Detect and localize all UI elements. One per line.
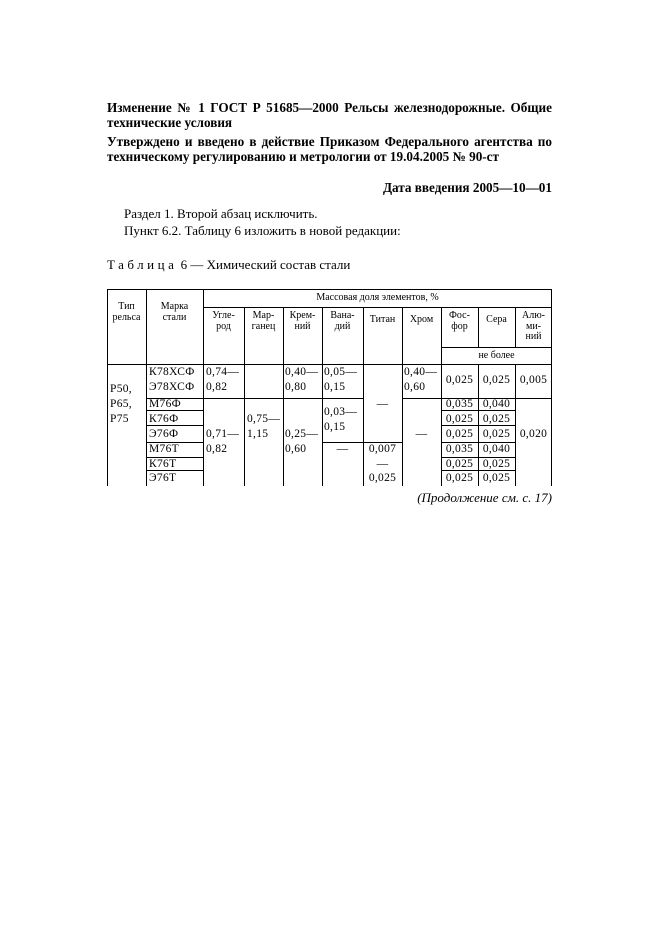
chromium-value: 0,40—: [404, 366, 438, 378]
effective-date: Дата введения 2005—10—01: [382, 180, 552, 195]
col-line: [402, 307, 403, 486]
vanadium-value: 0,15: [324, 381, 346, 393]
sulfur-value: 0,025: [482, 458, 511, 470]
header-max-note: не более: [478, 350, 515, 361]
paragraph-2: Пункт 6.2. Таблицу 6 изложить в новой редакции:: [124, 223, 401, 238]
sulfur-value: 0,040: [482, 398, 511, 410]
grade: Э76Ф: [149, 428, 179, 440]
header-silicon: Крем- ний: [289, 310, 316, 332]
header-carbon: Угле- род: [212, 310, 235, 332]
carbon-value: 0,82: [206, 381, 228, 393]
header-divider: [203, 307, 552, 308]
titanium-value: 0,025: [368, 472, 397, 484]
phosphorus-value: 0,025: [445, 458, 474, 470]
sulfur-value: 0,025: [482, 374, 511, 386]
phosphorus-value: 0,035: [445, 398, 474, 410]
phosphorus-value: 0,025: [445, 413, 474, 425]
amendment-title-line1: Изменение № 1 ГОСТ Р 51685—2000 Рельсы железнодорожные. Общие: [107, 100, 552, 115]
header-bottom: [107, 364, 552, 365]
table-caption: [107, 258, 350, 271]
col-line: [322, 307, 323, 486]
header-aluminium: Алю- ми- ний: [521, 310, 545, 342]
vanadium-value: 0,15: [324, 421, 346, 433]
manganese-value: 1,15: [247, 428, 269, 440]
rail-type: Р50,: [110, 383, 132, 395]
grade: Э76Т: [149, 472, 177, 484]
col-line: [283, 307, 284, 486]
header-vanadium: Вана- дий: [330, 310, 355, 332]
chromium-value: —: [415, 428, 428, 440]
rail-type: Р65,: [110, 398, 132, 410]
titanium-value: 0,007: [368, 443, 397, 455]
silicon-value: 0,40—: [285, 366, 319, 378]
continuation-note: (Продолжение см. с. 17): [417, 490, 552, 505]
carbon-value: 0,82: [206, 443, 228, 455]
phosphorus-value: 0,025: [445, 428, 474, 440]
silicon-value: 0,60: [285, 443, 307, 455]
header-phosphorus: Фос- фор: [449, 310, 470, 332]
aluminium-value: 0,020: [519, 428, 548, 440]
sulfur-value: 0,025: [482, 428, 511, 440]
rail-type: Р75: [110, 413, 129, 425]
caption-word: Таблица: [107, 257, 178, 272]
phosphorus-value: 0,025: [445, 472, 474, 484]
approval-line1: Утверждено и введено в действие Приказом Федерального агентства по: [107, 134, 552, 149]
titanium-value: —: [376, 458, 389, 470]
silicon-value: 0,80: [285, 381, 307, 393]
max-note-divider: [441, 347, 552, 348]
grade: М76Ф: [149, 398, 182, 410]
chromium-value: 0,60: [404, 381, 426, 393]
header-sulfur: Сера: [486, 314, 507, 325]
sulfur-value: 0,025: [482, 413, 511, 425]
titanium-value: —: [376, 398, 389, 410]
header-mass-fraction: Массовая доля элементов, %: [316, 292, 439, 303]
paragraph-1: Раздел 1. Второй абзац исключить.: [124, 206, 318, 221]
grade: К76Т: [149, 458, 177, 470]
col-line: [478, 307, 479, 347]
amendment-title-line2: технические условия: [107, 115, 233, 130]
col-line: [244, 307, 245, 486]
grade: К78ХСФ: [149, 366, 195, 378]
manganese-value: 0,75—: [247, 413, 281, 425]
carbon-value: 0,74—: [206, 366, 240, 378]
sulfur-value: 0,040: [482, 443, 511, 455]
header-grade: Марка стали: [160, 301, 189, 323]
carbon-value: 0,71—: [206, 428, 240, 440]
header-manganese: Мар- ганец: [251, 310, 276, 332]
vanadium-value: 0,03—: [324, 406, 358, 418]
row-line: [283, 398, 363, 399]
vanadium-value: —: [336, 443, 349, 455]
silicon-value: 0,25—: [285, 428, 319, 440]
table-border-top: [107, 289, 552, 290]
caption-text: 6 — Химический состав стали: [180, 257, 351, 272]
vanadium-value: 0,05—: [324, 366, 358, 378]
aluminium-value: 0,005: [519, 374, 548, 386]
header-rail-type: Тип рельса: [112, 301, 141, 323]
header-chromium: Хром: [409, 314, 434, 325]
grade: К76Ф: [149, 413, 179, 425]
approval-line2: техническому регулированию и метрологии от 19.04.2005 № 90-ст: [107, 149, 500, 164]
phosphorus-value: 0,035: [445, 443, 474, 455]
phosphorus-value: 0,025: [445, 374, 474, 386]
sulfur-value: 0,025: [482, 472, 511, 484]
grade: М76Т: [149, 443, 179, 455]
header-titanium: Титан: [369, 314, 396, 325]
grade: Э78ХСФ: [149, 381, 195, 393]
